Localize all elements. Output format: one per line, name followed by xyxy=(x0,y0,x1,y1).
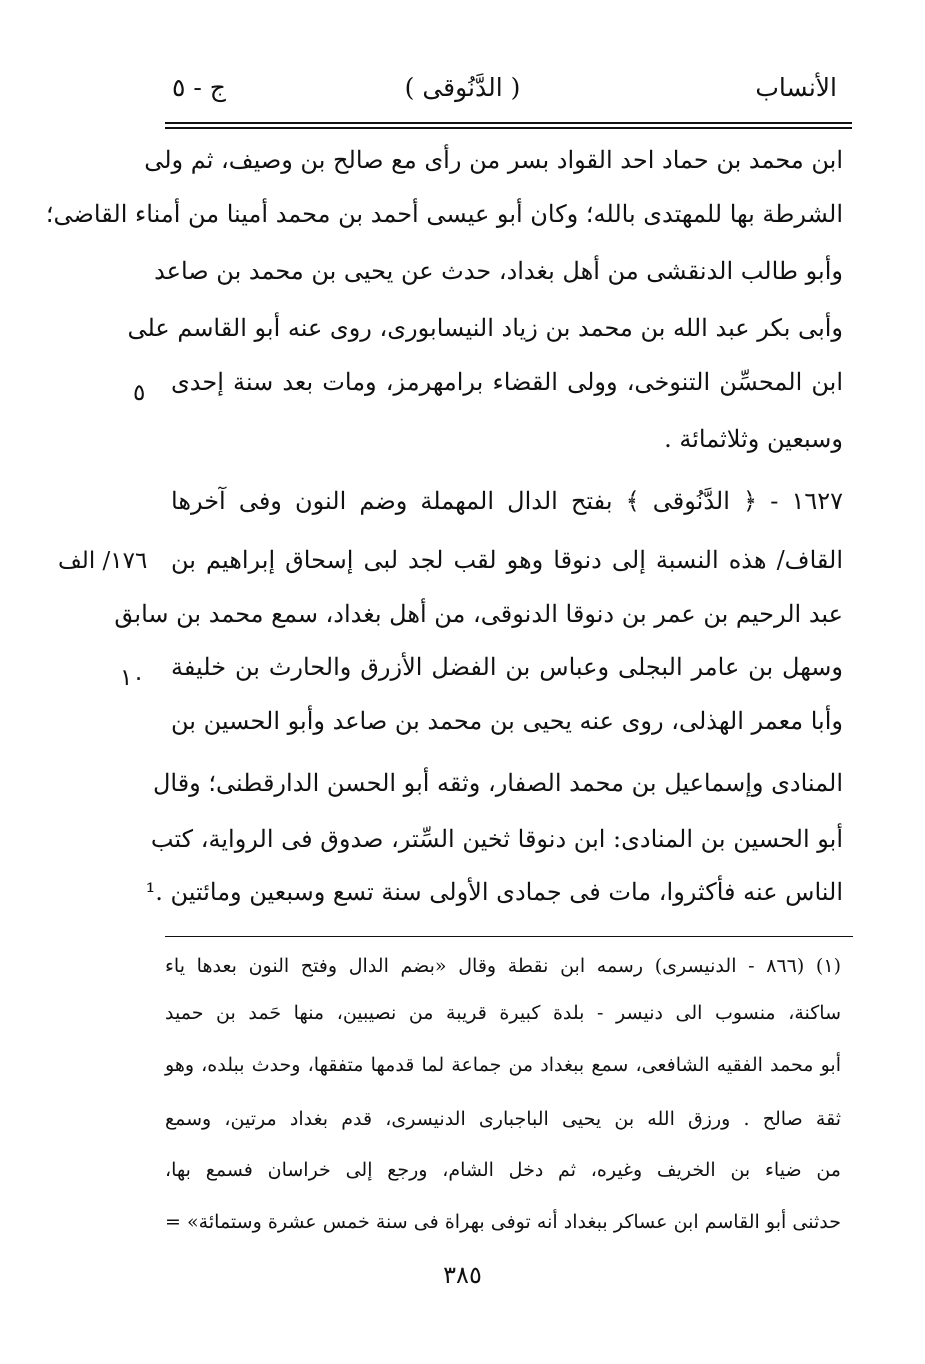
footnote-line: ساكنة، منسوب الى دنيسر - بلدة كبيرة قريبة من نصيبين، منها حَمد بن حميد xyxy=(165,1002,841,1024)
header-rule-lower xyxy=(165,127,852,129)
body-line: عبد الرحيم بن عمر بن دنوقا الدنوقى، من أهل بغداد، سمع محمد بن سابق xyxy=(114,600,843,628)
body-line: وأبى بكر عبد الله بن محمد بن زياد النيسابورى، روى عنه أبو القاسم على xyxy=(127,314,843,342)
entry-heading-line: ١٦٢٧ - ﴿ الدَّنُوقى ﴾ بفتح الدال المهملة وضم النون وفى آخرها xyxy=(171,487,843,515)
header-book-title: الأنساب xyxy=(755,73,837,102)
footnote-line: أبو محمد الفقيه الشافعى، سمع ببغداد من جماعة لما قدمها متفقها، وحدث ببلده، وهو xyxy=(165,1054,841,1076)
body-line: الشرطة بها للمهتدى بالله؛ وكان أبو عيسى أحمد بن محمد أمينا من أمناء القاضى؛ xyxy=(45,200,843,228)
body-line: وسهل بن عامر البجلى وعباس بن الفضل الأزرق والحارث بن خليفة xyxy=(171,653,843,681)
footnote-line: ثقة صالح . ورزق الله بن يحيى الباجبارى الدنيسرى، قدم بغداد مرتين، وسمع xyxy=(165,1108,841,1130)
body-line: ابن محمد بن حماد احد القواد بسر من رأى مع صالح بن وصيف، ثم ولى xyxy=(144,146,843,174)
line-number-10: ١٠ xyxy=(120,665,145,691)
footnote-rule xyxy=(165,936,853,937)
body-line: وأبو طالب الدنقشى من أهل بغداد، حدث عن يحيى بن محمد بن صاعد xyxy=(154,257,843,285)
footnote-line: من ضياء بن الخريف وغيره، ثم دخل الشام، ورجع إلى خراسان فسمع بها، xyxy=(165,1159,841,1181)
body-line: الناس عنه فأكثروا، مات فى جمادى الأولى سنة تسع وسبعين ومائتين .¹ xyxy=(145,878,843,906)
header-rule-upper xyxy=(165,122,852,124)
header-volume: ج - ٥ xyxy=(172,73,226,102)
body-line: المنادى وإسماعيل بن محمد الصفار، وثقه أبو الحسن الدارقطنى؛ وقال xyxy=(152,769,843,797)
body-line: القاف/ هذه النسبة إلى دنوقا وهو لقب لجد لبى إسحاق إبراهيم بن xyxy=(171,546,843,574)
header-entry-title: ( الدَّنُوقى ) xyxy=(404,73,521,102)
page-number: ٣٨٥ xyxy=(443,1261,482,1289)
folio-marker: ١٧٦/ الف xyxy=(58,548,148,574)
footnote-line: حدثنى أبو القاسم ابن عساكر ببغداد أنه توفى بهراة فى سنة خمس عشرة وستمائة» = xyxy=(165,1211,841,1233)
footnote-line: (١) (٨٦٦ - الدنيسرى) رسمه ابن نقطة وقال «بضم الدال وفتح النون بعدها ياء xyxy=(165,955,841,977)
line-number-5: ٥ xyxy=(133,380,146,406)
body-line: وسبعين وثلاثمائة . xyxy=(664,425,843,453)
body-line: وأبا معمر الهذلى، روى عنه يحيى بن محمد بن صاعد وأبو الحسين بن xyxy=(171,707,843,735)
body-line: أبو الحسين بن المنادى: ابن دنوقا ثخين السِّتر، صدوق فى الرواية، كتب xyxy=(150,825,843,853)
body-line: ابن المحسِّن التنوخى، وولى القضاء برامهرمز، ومات بعد سنة إحدى xyxy=(171,368,843,396)
